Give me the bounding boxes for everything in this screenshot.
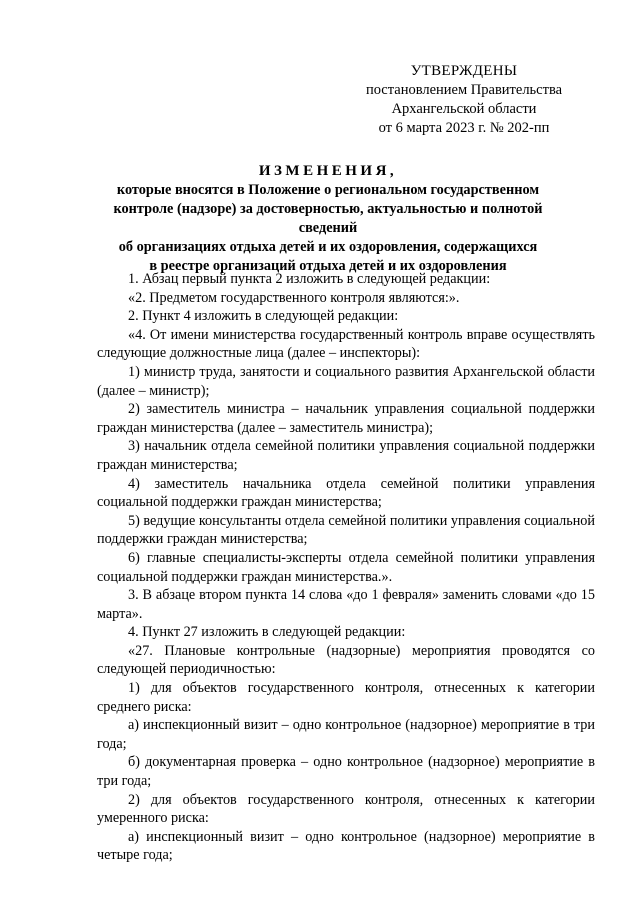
approval-line: постановлением Правительства: [365, 82, 563, 98]
heading-line: в реестре организаций отдыха детей и их оздоровления: [149, 258, 507, 274]
paragraph: 4) заместитель начальника отдела семейной политики управления социальной поддержки граждан министерства;: [97, 475, 595, 511]
paragraph: 1. Абзац первый пункта 2 изложить в следующей редакции:: [128, 271, 491, 287]
paragraph: 2. Пункт 4 изложить в следующей редакции:: [128, 308, 399, 325]
document-heading: [90, 162, 566, 276]
document-body: [97, 270, 595, 865]
heading-line: контроле (надзоре) за достоверностью, актуальностью и полнотой сведений: [113, 201, 543, 236]
paragraph: а) инспекционный визит – одно контрольное (надзорное) мероприятие в три года;: [97, 717, 595, 752]
heading-title: ИЗМЕНЕНИЯ,: [258, 163, 398, 179]
paragraph: «27. Плановые контрольные (надзорные) мероприятия проводятся со следующей периодичностью:: [97, 642, 595, 678]
paragraph: 3) начальник отдела семейной политики управления социальной поддержки граждан министерства;: [97, 438, 595, 473]
heading-line: об организациях отдыха детей и их оздоровления, содержащихся: [118, 239, 538, 255]
paragraph: 3. В абзаце втором пункта 14 слова «до 1 февраля» заменить словами «до 15 марта».: [97, 587, 595, 622]
approval-stamp: [344, 62, 584, 138]
paragraph: «4. От имени министерства государственный контроль вправе осуществлять следующие должностные лица (далее – инспекторы):: [97, 326, 595, 362]
paragraph: 5) ведущие консультанты отдела семейной политики управления социальной поддержки граждан министерства;: [97, 512, 595, 548]
paragraph: а) инспекционный визит – одно контрольное (надзорное) мероприятие в четыре года;: [97, 828, 595, 864]
paragraph: 2) для объектов государственного контроля, отнесенных к категории умеренного риска:: [97, 791, 595, 827]
paragraph: 1) министр труда, занятости и социального развития Архангельской области (далее – министр);: [97, 363, 595, 399]
paragraph: 1) для объектов государственного контроля, отнесенных к категории среднего риска:: [97, 680, 595, 715]
paragraph: 4. Пункт 27 изложить в следующей редакции:: [128, 624, 406, 641]
approval-title: УТВЕРЖДЕНЫ: [410, 63, 518, 79]
paragraph: 6) главные специалисты-эксперты отдела семейной политики управления социальной поддержки граждан министерства.».: [97, 549, 595, 585]
paragraph: б) документарная проверка – одно контрольное (надзорное) мероприятие в три года;: [97, 754, 595, 790]
heading-line: которые вносятся в Положение о региональном государственном: [116, 182, 540, 198]
paragraph: «2. Предметом государственного контроля являются:».: [128, 289, 460, 306]
approval-line: от 6 марта 2023 г. № 202-пп: [378, 120, 550, 136]
paragraph: 2) заместитель министра – начальник управления социальной поддержки граждан министерства (далее – заместитель министра);: [97, 401, 595, 436]
approval-line: Архангельской области: [391, 101, 537, 117]
